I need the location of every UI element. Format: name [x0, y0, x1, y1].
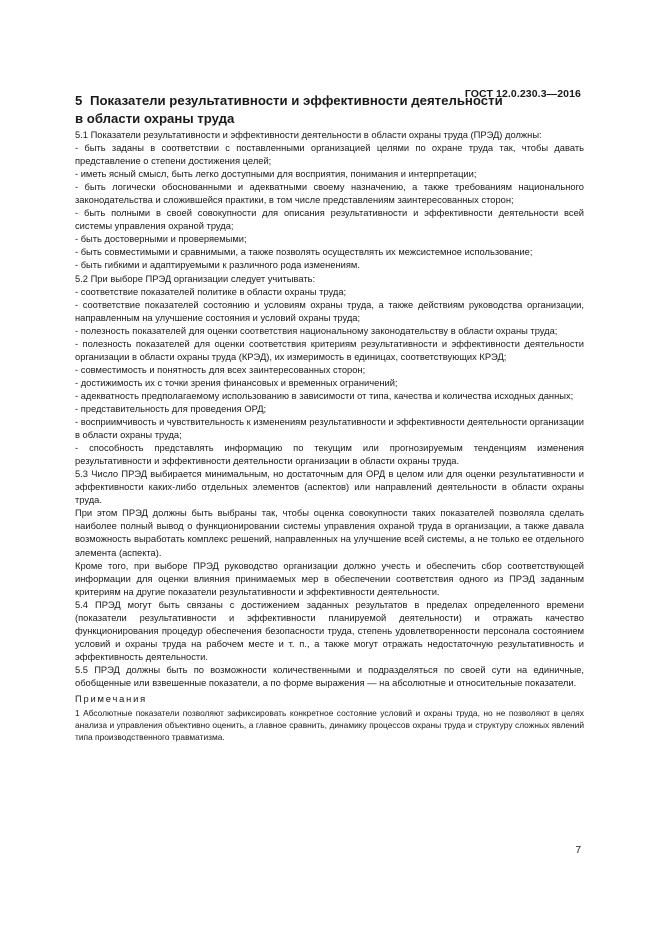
standard-header: ГОСТ 12.0.230.3—2016: [464, 88, 581, 100]
list-item: - соответствие показателей состоянию и условиям охраны труда, а также действиям руководства организации, направленным на улучшение состояния и условий охраны труда;: [75, 299, 584, 323]
list-item: - быть совместимыми и сравнимыми, а также позволять осуществлять их межсистемное использование;: [75, 247, 533, 258]
list-item: - достижимость их с точки зрения финансовых и временных ограничений;: [75, 377, 398, 388]
notes-heading: Примечания: [75, 694, 147, 705]
list-item: - совместимость и понятность для всех заинтересованных сторон;: [75, 364, 366, 375]
list-item: - соответствие показателей политике в области охраны труда;: [75, 286, 347, 297]
list-item: - восприимчивость и чувствительность к изменениям результативности и эффективности деятельности организации в области охраны труда;: [75, 417, 584, 441]
paragraph: При этом ПРЭД должны быть выбраны так, чтобы оценка совокупности таких показателей позволяла сделать наиболее полный вывод о функционировании системы управления охраной труда в организации, а также давала возможность выработать комплекс решений, направленных на улучшение всей системы, а не только ее отдельного элемента (аспекта).: [75, 508, 584, 558]
list-item: - быть полными в своей совокупности для описания результативности и эффективности деятельности всей системы управления охраной труда;: [75, 208, 584, 232]
page-number: 7: [575, 845, 581, 856]
section-title-line2: в области охраны труда: [75, 111, 235, 126]
section-body: [75, 129, 584, 743]
section-title: [75, 92, 545, 128]
list-item: - быть гибкими и адаптируемыми к различного рода изменениям.: [75, 260, 360, 271]
section-number: 5: [75, 93, 83, 108]
list-item: - быть достоверными и проверяемыми;: [75, 234, 247, 245]
section-title-line1: Показатели результативности и эффективности деятельности: [90, 93, 503, 108]
list-item: - быть логически обоснованными и адекватными своему назначению, а также требованиям национального законодательства и сложившейся практики, в том числе представлениям заинтересованных сторон;: [75, 182, 584, 206]
list-item: - адекватность предполагаемому использованию в зависимости от типа, качества и количества исходных данных;: [75, 390, 574, 401]
paragraph: Кроме того, при выборе ПРЭД руководство организации должно учесть и обеспечить сбор соответствующей информации для оценки влияния принимаемых мер в обеспечении соответствия одного из ПРЭД заданным критериям на другие показатели результативности и эффективности деятельности.: [75, 560, 584, 597]
note-item: 1 Абсолютные показатели позволяют зафиксировать конкретное состояние условий и охраны труда, но не позволяют в целях анализа и управления объективно оценить, а главное сравнить, динамику процессов охраны труда и структуру сложных явлений типа производственного травматизма.: [75, 708, 584, 743]
list-item: - быть заданы в соответствии с поставленными организацией целями по охране труда так, чтобы давать представление о степени достижения целей;: [75, 143, 584, 167]
paragraph: 5.2 При выборе ПРЭД организации следует учитывать:: [75, 273, 316, 284]
paragraph: 5.5 ПРЭД должны быть по возможности количественными и подразделяться по своей сути на единичные, обобщенные или взвешенные показатели, а по форме выражения — на абсолютные и относительные показатели.: [75, 664, 584, 688]
list-item: - полезность показателей для оценки соответствия национальному законодательству в области охраны труда;: [75, 325, 558, 336]
list-item: - иметь ясный смысл, быть легко доступными для восприятия, понимания и интерпретации;: [75, 169, 477, 180]
paragraph: 5.1 Показатели результативности и эффективности деятельности в области охраны труда (ПРЭД) должны:: [75, 130, 542, 140]
list-item: - полезность показателей для оценки соответствия критериям результативности и эффективности деятельности организации в области охраны труда (КРЭД), их измеримость в единицах, соответствующих КРЭД;: [75, 338, 584, 362]
paragraph: 5.3 Число ПРЭД выбирается минимальным, но достаточным для ОРД в целом или для оценки результативности и эффективности каких-либо отдельных элементов (аспектов) или направлений деятельности в области охраны труда.: [75, 469, 584, 506]
list-item: - представительность для проведения ОРД;: [75, 403, 267, 414]
list-item: - способность представлять информацию по текущим или прогнозируемым тенденциям изменения результативности и эффективности деятельности организации в области охраны труда.: [75, 443, 584, 467]
paragraph: 5.4 ПРЭД могут быть связаны с достижением заданных результатов в пределах определенного времени (показатели результативности и эффективности планируемой деятельности) и отражать качество функционирования процедур обеспечения безопасности труда, степень удовлетворенности персонала состоянием условий и охраны труда на рабочем месте и т. п., а также могут отражать недостаточную результативность и эффективность деятельности.: [75, 599, 584, 662]
